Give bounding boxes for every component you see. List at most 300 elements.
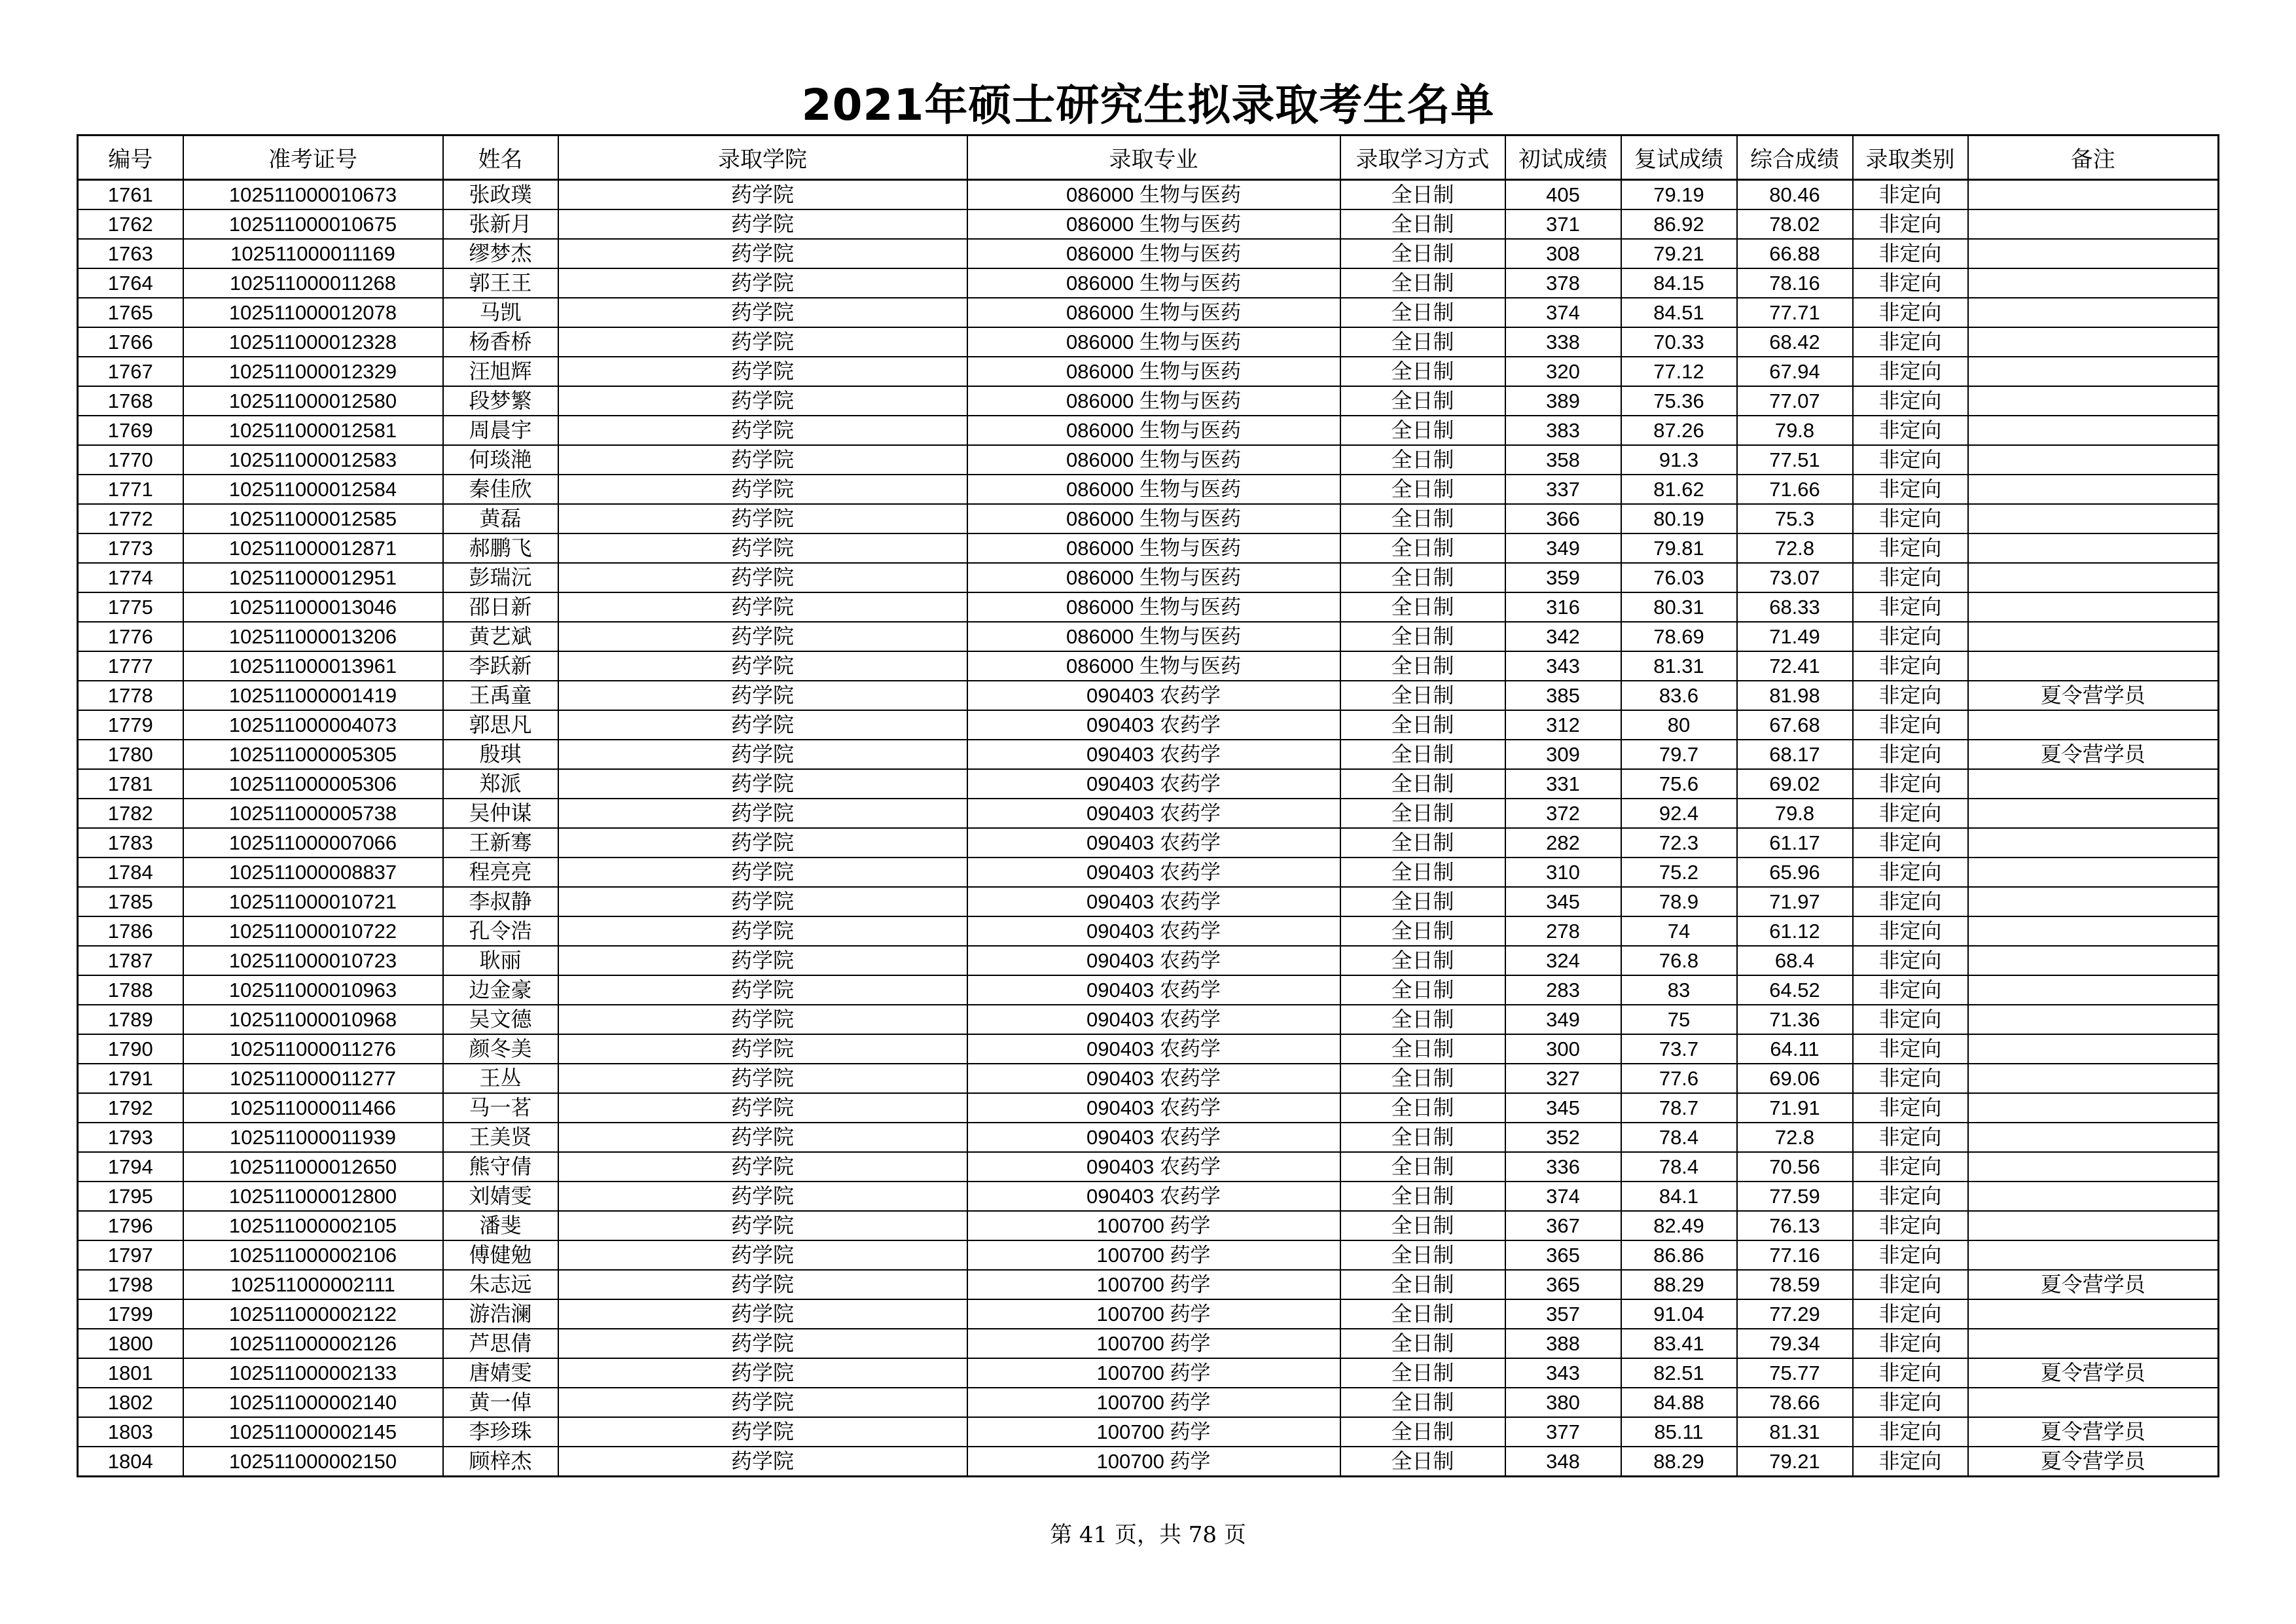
number-cell: 1799: [78, 1299, 183, 1329]
study-mode-cell: 全日制: [1340, 563, 1505, 592]
exam-id-cell: 102511000008837: [183, 857, 443, 887]
retest-score-cell: 83.6: [1621, 681, 1737, 710]
study-mode-cell: 全日制: [1340, 651, 1505, 681]
college-cell: 药学院: [558, 651, 967, 681]
retest-score-cell: 70.33: [1621, 327, 1737, 357]
college-cell: 药学院: [558, 357, 967, 386]
major-cell: 090403 农药学: [967, 710, 1340, 740]
name-cell: 傅健勉: [443, 1240, 558, 1270]
initial-score-cell: 349: [1505, 1005, 1621, 1034]
exam-id-cell: 102511000011466: [183, 1093, 443, 1123]
number-cell: 1786: [78, 916, 183, 946]
admission-type-cell: 非定向: [1853, 1447, 1968, 1477]
remarks-cell: [1968, 1093, 2219, 1123]
name-cell: 刘婧雯: [443, 1182, 558, 1211]
initial-score-cell: 342: [1505, 622, 1621, 651]
major-cell: 086000 生物与医药: [967, 622, 1340, 651]
college-cell: 药学院: [558, 1447, 967, 1477]
college-cell: 药学院: [558, 1005, 967, 1034]
major-cell: 100700 药学: [967, 1417, 1340, 1447]
initial-score-cell: 349: [1505, 533, 1621, 563]
name-cell: 马一茗: [443, 1093, 558, 1123]
major-cell: 100700 药学: [967, 1211, 1340, 1240]
retest-score-cell: 79.7: [1621, 740, 1737, 769]
major-cell: 090403 农药学: [967, 828, 1340, 857]
major-cell: 090403 农药学: [967, 1123, 1340, 1152]
total-score-cell: 68.33: [1737, 592, 1853, 622]
retest-score-cell: 86.86: [1621, 1240, 1737, 1270]
table-row: [78, 916, 2219, 946]
major-cell: 086000 生物与医药: [967, 533, 1340, 563]
college-cell: 药学院: [558, 681, 967, 710]
study-mode-cell: 全日制: [1340, 1358, 1505, 1388]
initial-score-cell: 331: [1505, 769, 1621, 799]
number-cell: 1764: [78, 268, 183, 298]
exam-id-cell: 102511000010723: [183, 946, 443, 975]
exam-id-cell: 102511000002122: [183, 1299, 443, 1329]
exam-id-cell: 102511000010968: [183, 1005, 443, 1034]
initial-score-cell: 336: [1505, 1152, 1621, 1182]
admission-table: [77, 134, 2219, 1477]
exam-id-cell: 102511000013046: [183, 592, 443, 622]
exam-id-cell: 102511000002145: [183, 1417, 443, 1447]
table-row: [78, 1299, 2219, 1329]
initial-score-cell: 308: [1505, 239, 1621, 268]
exam-id-cell: 102511000011277: [183, 1064, 443, 1093]
remarks-cell: 夏令营学员: [1968, 1447, 2219, 1477]
study-mode-cell: 全日制: [1340, 533, 1505, 563]
study-mode-cell: 全日制: [1340, 887, 1505, 916]
exam-id-cell: 102511000010675: [183, 209, 443, 239]
major-cell: 090403 农药学: [967, 946, 1340, 975]
table-row: [78, 1152, 2219, 1182]
number-cell: 1801: [78, 1358, 183, 1388]
retest-score-cell: 84.1: [1621, 1182, 1737, 1211]
admission-type-cell: 非定向: [1853, 799, 1968, 828]
name-cell: 汪旭辉: [443, 357, 558, 386]
college-cell: 药学院: [558, 769, 967, 799]
column-header-study-mode: 录取学习方式: [1340, 135, 1505, 180]
major-cell: 090403 农药学: [967, 681, 1340, 710]
total-score-cell: 79.21: [1737, 1447, 1853, 1477]
exam-id-cell: 102511000002150: [183, 1447, 443, 1477]
remarks-cell: [1968, 1123, 2219, 1152]
exam-id-cell: 102511000012800: [183, 1182, 443, 1211]
major-cell: 086000 生物与医药: [967, 357, 1340, 386]
admission-type-cell: 非定向: [1853, 1064, 1968, 1093]
major-cell: 090403 农药学: [967, 740, 1340, 769]
exam-id-cell: 102511000012583: [183, 445, 443, 475]
name-cell: 何琰滟: [443, 445, 558, 475]
total-score-cell: 64.52: [1737, 975, 1853, 1005]
name-cell: 熊守倩: [443, 1152, 558, 1182]
table-row: [78, 1240, 2219, 1270]
table-row: [78, 887, 2219, 916]
study-mode-cell: 全日制: [1340, 857, 1505, 887]
remarks-cell: [1968, 857, 2219, 887]
name-cell: 张政璞: [443, 180, 558, 210]
total-score-cell: 67.68: [1737, 710, 1853, 740]
major-cell: 086000 生物与医药: [967, 268, 1340, 298]
exam-id-cell: 102511000012328: [183, 327, 443, 357]
study-mode-cell: 全日制: [1340, 1064, 1505, 1093]
retest-score-cell: 75.6: [1621, 769, 1737, 799]
college-cell: 药学院: [558, 592, 967, 622]
number-cell: 1783: [78, 828, 183, 857]
table-row: [78, 799, 2219, 828]
table-row: [78, 475, 2219, 504]
retest-score-cell: 78.4: [1621, 1152, 1737, 1182]
exam-id-cell: 102511000011939: [183, 1123, 443, 1152]
name-cell: 王禹童: [443, 681, 558, 710]
study-mode-cell: 全日制: [1340, 239, 1505, 268]
admission-type-cell: 非定向: [1853, 209, 1968, 239]
college-cell: 药学院: [558, 1388, 967, 1417]
remarks-cell: [1968, 975, 2219, 1005]
admission-type-cell: 非定向: [1853, 475, 1968, 504]
number-cell: 1773: [78, 533, 183, 563]
admission-type-cell: 非定向: [1853, 533, 1968, 563]
major-cell: 090403 农药学: [967, 1152, 1340, 1182]
major-cell: 086000 生物与医药: [967, 386, 1340, 416]
initial-score-cell: 324: [1505, 946, 1621, 975]
total-score-cell: 77.16: [1737, 1240, 1853, 1270]
initial-score-cell: 343: [1505, 651, 1621, 681]
number-cell: 1790: [78, 1034, 183, 1064]
study-mode-cell: 全日制: [1340, 1417, 1505, 1447]
total-score-cell: 80.46: [1737, 180, 1853, 210]
table-row: [78, 563, 2219, 592]
admission-type-cell: 非定向: [1853, 887, 1968, 916]
initial-score-cell: 283: [1505, 975, 1621, 1005]
study-mode-cell: 全日制: [1340, 1388, 1505, 1417]
retest-score-cell: 73.7: [1621, 1034, 1737, 1064]
college-cell: 药学院: [558, 445, 967, 475]
number-cell: 1795: [78, 1182, 183, 1211]
number-cell: 1785: [78, 887, 183, 916]
retest-score-cell: 79.19: [1621, 180, 1737, 210]
college-cell: 药学院: [558, 1182, 967, 1211]
exam-id-cell: 102511000011268: [183, 268, 443, 298]
table-row: [78, 239, 2219, 268]
exam-id-cell: 102511000012580: [183, 386, 443, 416]
college-cell: 药学院: [558, 799, 967, 828]
major-cell: 086000 生物与医药: [967, 298, 1340, 327]
remarks-cell: [1968, 1299, 2219, 1329]
initial-score-cell: 312: [1505, 710, 1621, 740]
retest-score-cell: 86.92: [1621, 209, 1737, 239]
remarks-cell: [1968, 1329, 2219, 1358]
major-cell: 090403 农药学: [967, 975, 1340, 1005]
table-row: [78, 180, 2219, 210]
name-cell: 黄艺斌: [443, 622, 558, 651]
number-cell: 1793: [78, 1123, 183, 1152]
college-cell: 药学院: [558, 1240, 967, 1270]
major-cell: 086000 生物与医药: [967, 416, 1340, 445]
table-row: [78, 1447, 2219, 1477]
exam-id-cell: 102511000012585: [183, 504, 443, 533]
exam-id-cell: 102511000010721: [183, 887, 443, 916]
college-cell: 药学院: [558, 975, 967, 1005]
remarks-cell: [1968, 769, 2219, 799]
name-cell: 郭思凡: [443, 710, 558, 740]
retest-score-cell: 78.9: [1621, 887, 1737, 916]
number-cell: 1784: [78, 857, 183, 887]
total-score-cell: 79.34: [1737, 1329, 1853, 1358]
remarks-cell: [1968, 651, 2219, 681]
total-score-cell: 75.3: [1737, 504, 1853, 533]
major-cell: 100700 药学: [967, 1358, 1340, 1388]
retest-score-cell: 75.36: [1621, 386, 1737, 416]
college-cell: 药学院: [558, 1299, 967, 1329]
college-cell: 药学院: [558, 1211, 967, 1240]
table-row: [78, 445, 2219, 475]
total-score-cell: 68.4: [1737, 946, 1853, 975]
remarks-cell: 夏令营学员: [1968, 681, 2219, 710]
exam-id-cell: 102511000005738: [183, 799, 443, 828]
initial-score-cell: 345: [1505, 1093, 1621, 1123]
table-row: [78, 828, 2219, 857]
admission-type-cell: 非定向: [1853, 681, 1968, 710]
study-mode-cell: 全日制: [1340, 327, 1505, 357]
remarks-cell: [1968, 592, 2219, 622]
table-row: [78, 1270, 2219, 1299]
total-score-cell: 70.56: [1737, 1152, 1853, 1182]
admission-type-cell: 非定向: [1853, 1152, 1968, 1182]
admission-type-cell: 非定向: [1853, 327, 1968, 357]
table-row: [78, 298, 2219, 327]
table-row: [78, 946, 2219, 975]
number-cell: 1775: [78, 592, 183, 622]
table-row: [78, 1358, 2219, 1388]
remarks-cell: [1968, 1182, 2219, 1211]
initial-score-cell: 345: [1505, 887, 1621, 916]
table-row: [78, 1417, 2219, 1447]
number-cell: 1774: [78, 563, 183, 592]
exam-id-cell: 102511000004073: [183, 710, 443, 740]
study-mode-cell: 全日制: [1340, 445, 1505, 475]
name-cell: 黄一倬: [443, 1388, 558, 1417]
admission-type-cell: 非定向: [1853, 563, 1968, 592]
number-cell: 1770: [78, 445, 183, 475]
total-score-cell: 73.07: [1737, 563, 1853, 592]
remarks-cell: [1968, 563, 2219, 592]
study-mode-cell: 全日制: [1340, 357, 1505, 386]
college-cell: 药学院: [558, 209, 967, 239]
college-cell: 药学院: [558, 1123, 967, 1152]
total-score-cell: 67.94: [1737, 357, 1853, 386]
study-mode-cell: 全日制: [1340, 1152, 1505, 1182]
exam-id-cell: 102511000013206: [183, 622, 443, 651]
table-row: [78, 1034, 2219, 1064]
retest-score-cell: 83: [1621, 975, 1737, 1005]
remarks-cell: [1968, 1240, 2219, 1270]
table-row: [78, 1123, 2219, 1152]
exam-id-cell: 102511000002105: [183, 1211, 443, 1240]
number-cell: 1792: [78, 1093, 183, 1123]
remarks-cell: [1968, 887, 2219, 916]
college-cell: 药学院: [558, 533, 967, 563]
retest-score-cell: 78.4: [1621, 1123, 1737, 1152]
initial-score-cell: 309: [1505, 740, 1621, 769]
initial-score-cell: 389: [1505, 386, 1621, 416]
college-cell: 药学院: [558, 710, 967, 740]
name-cell: 马凯: [443, 298, 558, 327]
number-cell: 1802: [78, 1388, 183, 1417]
retest-score-cell: 80.31: [1621, 592, 1737, 622]
admission-type-cell: 非定向: [1853, 1240, 1968, 1270]
exam-id-cell: 102511000010963: [183, 975, 443, 1005]
table-row: [78, 769, 2219, 799]
table-row: [78, 1388, 2219, 1417]
initial-score-cell: 367: [1505, 1211, 1621, 1240]
number-cell: 1791: [78, 1064, 183, 1093]
study-mode-cell: 全日制: [1340, 769, 1505, 799]
number-cell: 1794: [78, 1152, 183, 1182]
admission-type-cell: 非定向: [1853, 386, 1968, 416]
admission-type-cell: 非定向: [1853, 857, 1968, 887]
college-cell: 药学院: [558, 622, 967, 651]
total-score-cell: 72.8: [1737, 533, 1853, 563]
retest-score-cell: 76.03: [1621, 563, 1737, 592]
retest-score-cell: 81.31: [1621, 651, 1737, 681]
initial-score-cell: 327: [1505, 1064, 1621, 1093]
remarks-cell: [1968, 209, 2219, 239]
study-mode-cell: 全日制: [1340, 710, 1505, 740]
study-mode-cell: 全日制: [1340, 180, 1505, 210]
page-footer: 第 41 页，共 78 页: [1050, 1522, 1246, 1548]
number-cell: 1782: [78, 799, 183, 828]
major-cell: 090403 农药学: [967, 1034, 1340, 1064]
name-cell: 秦佳欣: [443, 475, 558, 504]
initial-score-cell: 374: [1505, 298, 1621, 327]
study-mode-cell: 全日制: [1340, 416, 1505, 445]
number-cell: 1803: [78, 1417, 183, 1447]
major-cell: 086000 生物与医药: [967, 475, 1340, 504]
name-cell: 李叔静: [443, 887, 558, 916]
college-cell: 药学院: [558, 504, 967, 533]
initial-score-cell: 366: [1505, 504, 1621, 533]
college-cell: 药学院: [558, 298, 967, 327]
name-cell: 孔令浩: [443, 916, 558, 946]
initial-score-cell: 405: [1505, 180, 1621, 210]
exam-id-cell: 102511000011169: [183, 239, 443, 268]
retest-score-cell: 88.29: [1621, 1447, 1737, 1477]
study-mode-cell: 全日制: [1340, 209, 1505, 239]
college-cell: 药学院: [558, 1064, 967, 1093]
exam-id-cell: 102511000001419: [183, 681, 443, 710]
initial-score-cell: 377: [1505, 1417, 1621, 1447]
table-body: [78, 180, 2219, 1477]
college-cell: 药学院: [558, 828, 967, 857]
college-cell: 药学院: [558, 916, 967, 946]
remarks-cell: [1968, 180, 2219, 210]
major-cell: 090403 农药学: [967, 857, 1340, 887]
major-cell: 090403 农药学: [967, 1005, 1340, 1034]
number-cell: 1761: [78, 180, 183, 210]
table-row: [78, 504, 2219, 533]
college-cell: 药学院: [558, 1270, 967, 1299]
initial-score-cell: 385: [1505, 681, 1621, 710]
column-header-retest-score: 复试成绩: [1621, 135, 1737, 180]
name-cell: 郭王王: [443, 268, 558, 298]
table-header: [78, 135, 2219, 180]
retest-score-cell: 80.19: [1621, 504, 1737, 533]
initial-score-cell: 372: [1505, 799, 1621, 828]
admission-type-cell: 非定向: [1853, 1358, 1968, 1388]
exam-id-cell: 102511000012078: [183, 298, 443, 327]
name-cell: 郝鹏飞: [443, 533, 558, 563]
number-cell: 1776: [78, 622, 183, 651]
total-score-cell: 71.91: [1737, 1093, 1853, 1123]
total-score-cell: 77.29: [1737, 1299, 1853, 1329]
initial-score-cell: 378: [1505, 268, 1621, 298]
exam-id-cell: 102511000012650: [183, 1152, 443, 1182]
initial-score-cell: 282: [1505, 828, 1621, 857]
number-cell: 1763: [78, 239, 183, 268]
total-score-cell: 78.02: [1737, 209, 1853, 239]
initial-score-cell: 365: [1505, 1240, 1621, 1270]
exam-id-cell: 102511000012329: [183, 357, 443, 386]
table-row: [78, 1005, 2219, 1034]
remarks-cell: 夏令营学员: [1968, 1358, 2219, 1388]
exam-id-cell: 102511000002133: [183, 1358, 443, 1388]
exam-id-cell: 102511000002106: [183, 1240, 443, 1270]
name-cell: 段梦繁: [443, 386, 558, 416]
admission-type-cell: 非定向: [1853, 1093, 1968, 1123]
admission-type-cell: 非定向: [1853, 504, 1968, 533]
study-mode-cell: 全日制: [1340, 1447, 1505, 1477]
retest-score-cell: 76.8: [1621, 946, 1737, 975]
initial-score-cell: 320: [1505, 357, 1621, 386]
study-mode-cell: 全日制: [1340, 1005, 1505, 1034]
remarks-cell: [1968, 1152, 2219, 1182]
page-title: 2021年硕士研究生拟录取考生名单: [801, 80, 1495, 130]
retest-score-cell: 79.21: [1621, 239, 1737, 268]
retest-score-cell: 75.2: [1621, 857, 1737, 887]
number-cell: 1800: [78, 1329, 183, 1358]
admission-type-cell: 非定向: [1853, 1211, 1968, 1240]
college-cell: 药学院: [558, 563, 967, 592]
name-cell: 李跃新: [443, 651, 558, 681]
major-cell: 090403 农药学: [967, 1093, 1340, 1123]
table-row: [78, 1329, 2219, 1358]
study-mode-cell: 全日制: [1340, 828, 1505, 857]
college-cell: 药学院: [558, 1417, 967, 1447]
number-cell: 1780: [78, 740, 183, 769]
number-cell: 1788: [78, 975, 183, 1005]
number-cell: 1798: [78, 1270, 183, 1299]
total-score-cell: 68.42: [1737, 327, 1853, 357]
name-cell: 杨香桥: [443, 327, 558, 357]
study-mode-cell: 全日制: [1340, 1329, 1505, 1358]
major-cell: 090403 农药学: [967, 1182, 1340, 1211]
total-score-cell: 65.96: [1737, 857, 1853, 887]
major-cell: 100700 药学: [967, 1270, 1340, 1299]
exam-id-cell: 102511000005306: [183, 769, 443, 799]
retest-score-cell: 72.3: [1621, 828, 1737, 857]
retest-score-cell: 77.6: [1621, 1064, 1737, 1093]
number-cell: 1768: [78, 386, 183, 416]
admission-type-cell: 非定向: [1853, 268, 1968, 298]
study-mode-cell: 全日制: [1340, 386, 1505, 416]
table-row: [78, 209, 2219, 239]
admission-type-cell: 非定向: [1853, 1182, 1968, 1211]
admission-type-cell: 非定向: [1853, 740, 1968, 769]
exam-id-cell: 102511000010722: [183, 916, 443, 946]
study-mode-cell: 全日制: [1340, 1211, 1505, 1240]
retest-score-cell: 80: [1621, 710, 1737, 740]
